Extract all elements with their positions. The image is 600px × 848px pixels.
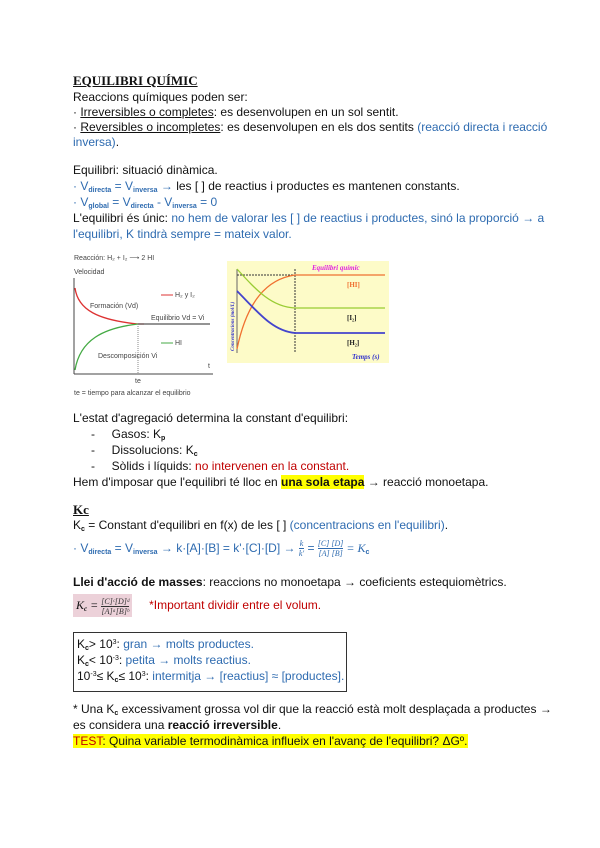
intro-text: Reaccions químiques poden ser: [73,90,248,104]
caption: te = tiempo para alcanzar el equilibrio [74,390,191,397]
concentration-figure [227,261,389,363]
unic-line: L'equilibri és únic: no hem de valorar les [ ] de reactius i productes, sinó la proporció → a [73,211,545,225]
equilibri-line: Equilibri: situació dinàmica. [73,163,218,177]
state-item-solids: - Sòlids i líquids: no intervenen en la constant. [91,459,350,473]
formacion-label: Formación (Vd) [90,303,139,310]
velocity-figure [68,250,218,398]
test-question: TEST: Quina variable termodinàmica influeix en l'avanç de l'equilibri? ΔGº. [73,734,468,748]
hem-line: Hem d'imposar que l'equilibri té lloc en una sola etapa → reacció monoetapa. [73,475,489,489]
kc-heading: Kc [73,502,89,517]
velocity-line-2: · $V_{global} = V_{directa} - V_{inversa} = 0$ [73,195,218,210]
kc-range-mid: $10^{-3}\le K_c\le 10^3$: intermitja → [reactius] ≈ [productes]. [77,669,345,684]
x-label: Temps (s) [352,353,380,361]
reaction-label: Reacción: H₂ + I₂ ⟶ 2 HI [74,255,155,262]
state-item-dissolucions: - Dissolucions: $K_c$ [91,443,198,458]
h2-label: [H₂] [347,339,360,347]
note-line-1: * Una $K_c$ excessivament grossa vol dir que la reacció està molt desplaçada a productes → [73,702,552,717]
kc-velocity-line: · $V_{directa} = V_{inversa} \to k\cdot[A]\cdot[B] = k'\cdot[C]\cdot[D]$ → $\frac{k}{k'}$ = $\frac{[C] [D]}{[A] [B]}$ = $K_c$ [73,539,370,559]
state-item-gasos: - Gasos: $K_p$ [91,427,166,442]
legend-green: HI [175,340,182,347]
legend-red: H₂ y I₂ [175,292,195,299]
mass-action-formula: $K_c$ = $\frac{\text{[C]ᶜ[D]ᵈ}}{\text{[A]ᵃ[B]ᵇ}}$ *Important dividir entre el volum. [73,593,321,617]
k-fraction: $\frac{k}{k'}$ [298,539,305,559]
te-label: te [135,378,141,385]
irreversible-line: · Irreversibles o completes: es desenvolupen en un sol sentit. [73,105,399,119]
velocity-label: Velocidad [74,269,105,276]
chart-background [227,261,389,363]
kc-definition: $K_c$ = Constant d'equilibri en f(x) de les [ ] (concentracions en l'equilibri). [73,518,449,533]
green-curve [75,324,138,370]
state-line: L'estat d'agregació determina la constant d'equilibri: [73,411,349,425]
i2-label: [I₂] [347,314,357,322]
equilibrio-label: Equilibrio Vd = Vi [151,315,205,322]
reversible-line: · Reversibles o incompletes: es desenvolupen en els dos sentits (reacció directa i reacció [73,120,548,134]
descomp-label: Descomposición Vi [98,353,158,360]
note-line-2: es considera una reacció irreversible. [73,718,282,732]
llei-line: Llei d'acció de masses: reaccions no monoetapa → coeficients estequiomètrics. [73,575,507,589]
velocity-line-1: · $V_{directa} = V_{inversa}$ → les [ ] de reactius i productes es mantenen constants. [73,179,460,194]
y-label: Concentracions (mol/L) [231,301,236,351]
kc-range-small: $K_c< 10^{-3}$: petita → molts reactius. [77,653,251,668]
chart-title: Equilibri químic [312,264,360,272]
kc-formula: $K_c$ = $\frac{\text{[C]ᶜ[D]ᵈ}}{\text{[A]ᵃ[B]ᵇ}}$ [73,594,132,617]
x-label: t [208,363,210,370]
conc-fraction: $\frac{[C] [D]}{[A] [B]}$ [317,539,344,559]
kc-range-large: $K_c> 10^3$: gran → molts productes. [77,637,254,652]
page-title: EQUILIBRI QUÍMIC [73,73,198,88]
reversible-line-2: inversa). [73,135,120,149]
unic-line-2: l'equilibri, K tindrà sempre = mateix valor. [73,227,292,241]
hi-label: [HI] [347,281,360,289]
